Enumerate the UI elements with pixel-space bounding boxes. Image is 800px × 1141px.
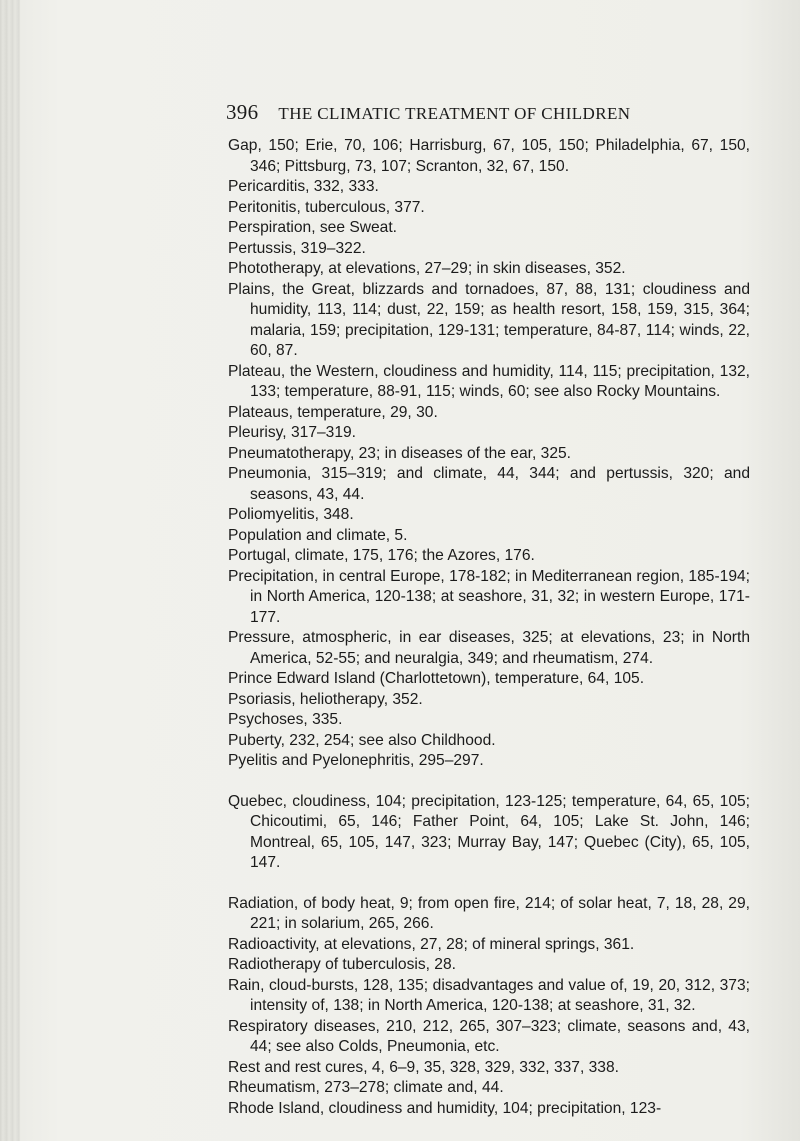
letter-section-gap bbox=[228, 772, 750, 792]
index-entry-pressure: Pressure, atmospheric, in ear diseases, 325; at elevations, 23; in North America, 52-55; and neuralgia, 349; and rheumatism, 274. bbox=[228, 629, 750, 667]
index-entry-pertussis: Pertussis, 319–322. bbox=[228, 239, 366, 257]
index-list bbox=[228, 136, 750, 1119]
index-entry-portugal: Portugal, climate, 175, 176; the Azores, 176. bbox=[228, 547, 535, 564]
index-entry-pleurisy: Pleurisy, 317–319. bbox=[228, 424, 357, 441]
index-entry-pneumatotherapy: Pneumatotherapy, 23; in diseases of the ear, 325. bbox=[228, 444, 572, 462]
index-entry-rest: Rest and rest cures, 4, 6–9, 35, 328, 329, 332, 337, 338. bbox=[228, 1058, 619, 1076]
index-entry-puberty: Puberty, 232, 254; see also Childhood. bbox=[228, 731, 496, 749]
index-entry-psoriasis: Psoriasis, heliotherapy, 352. bbox=[228, 690, 423, 708]
index-entry-gap: Gap, 150; Erie, 70, 106; Harrisburg, 67, 105, 150; Philadelphia, 67, 150, 346; Pittsburg, 73, 107; Scranton, 32, 67, 150. bbox=[228, 137, 750, 175]
index-entry-poliomyelitis: Poliomyelitis, 348. bbox=[228, 506, 354, 523]
index-entry-respiratory-diseases: Respiratory diseases, 210, 212, 265, 307–323; climate, seasons and, 43, 44; see also Colds, Pneumonia, etc. bbox=[228, 1017, 750, 1055]
index-entry-phototherapy: Phototherapy, at elevations, 27–29; in skin diseases, 352. bbox=[228, 260, 626, 277]
index-entry-prince-edward-island: Prince Edward Island (Charlottetown), temperature, 64, 105. bbox=[228, 670, 645, 687]
index-entry-rain: Rain, cloud-bursts, 128, 135; disadvantages and value of, 19, 20, 312, 373; intensity of, 138; in North America, 120-138; at seashore, 31, 32. bbox=[228, 976, 750, 1014]
index-entry-radiotherapy: Radiotherapy of tuberculosis, 28. bbox=[228, 956, 456, 973]
index-entry-perspiration: Perspiration, see Sweat. bbox=[228, 219, 398, 236]
index-entry-rheumatism: Rheumatism, 273–278; climate and, 44. bbox=[228, 1079, 504, 1096]
index-entry-peritonitis: Peritonitis, tuberculous, 377. bbox=[228, 198, 425, 216]
running-title: THE CLIMATIC TREATMENT OF CHILDREN bbox=[278, 104, 631, 123]
index-entry-population: Population and climate, 5. bbox=[228, 526, 408, 544]
book-gutter bbox=[0, 0, 20, 1141]
index-entry-pneumonia: Pneumonia, 315–319; and climate, 44, 344; and pertussis, 320; and seasons, 43, 44. bbox=[228, 465, 750, 503]
index-entry-plateaus: Plateaus, temperature, 29, 30. bbox=[228, 403, 438, 421]
index-entry-rhode-island: Rhode Island, cloudiness and humidity, 104; precipitation, 123- bbox=[228, 1099, 662, 1117]
page-number: 396 bbox=[226, 100, 259, 124]
index-entry-radiation: Radiation, of body heat, 9; from open fire, 214; of solar heat, 7, 18, 28, 29, 221; in solarium, 265, 266. bbox=[228, 894, 750, 932]
index-entry-quebec: Quebec, cloudiness, 104; precipitation, 123-125; temperature, 64, 65, 105; Chicoutimi, 65, 146; Father Point, 64, 105; Lake St. John, 146; Montreal, 65, 105, 147, 323; Murray Bay, 147; Quebec (City), 65, 105, 147. bbox=[228, 792, 750, 871]
index-entry-plateau: Plateau, the Western, cloudiness and humidity, 114, 115; precipitation, 132, 133; temperature, 88-91, 115; winds, 60; see also Rocky Mountains. bbox=[228, 362, 750, 400]
index-entry-pericarditis: Pericarditis, 332, 333. bbox=[228, 178, 379, 195]
index-entry-psychoses: Psychoses, 335. bbox=[228, 711, 343, 728]
page-header bbox=[226, 100, 630, 125]
index-entry-pyelitis: Pyelitis and Pyelonephritis, 295–297. bbox=[228, 752, 484, 769]
index-entry-radioactivity: Radioactivity, at elevations, 27, 28; of mineral springs, 361. bbox=[228, 935, 635, 953]
index-entry-plains: Plains, the Great, blizzards and tornadoes, 87, 88, 131; cloudiness and humidity, 113, 114; dust, 22, 159; as health resort, 158, 159, 315, 364; malaria, 159; precipitation, 129-131; temperature, 84-87, 114; winds, 22, 60, 87. bbox=[228, 280, 750, 359]
letter-section-gap bbox=[228, 874, 750, 894]
index-entry-precipitation: Precipitation, in central Europe, 178-182; in Mediterranean region, 185-194; in North America, 120-138; at seashore, 31, 32; in western Europe, 171-177. bbox=[228, 567, 750, 626]
